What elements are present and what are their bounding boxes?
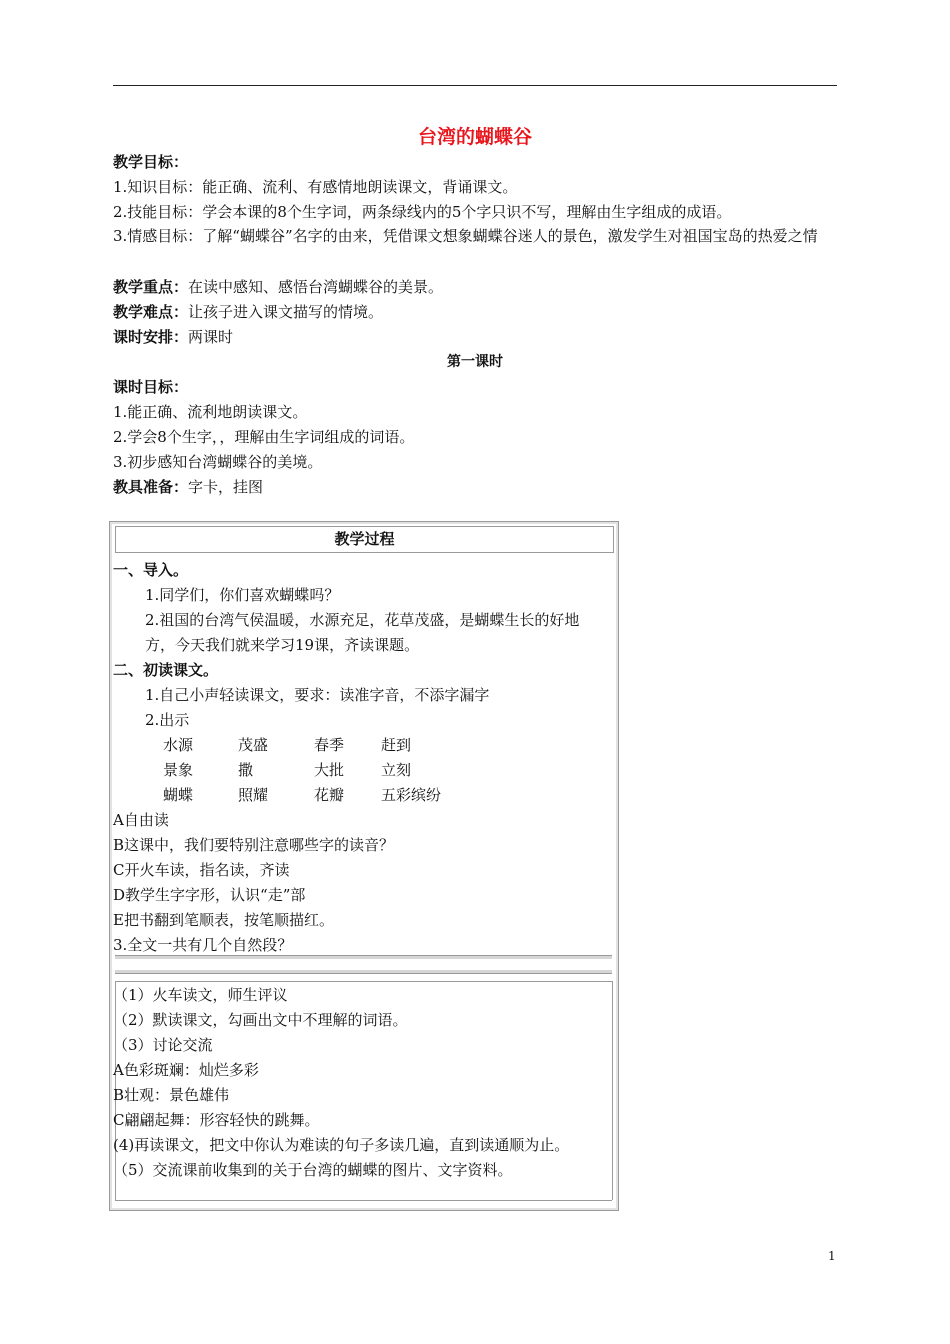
- part2-item-6: C翩翩起舞：形容轻快的跳舞。: [113, 1111, 320, 1129]
- vocab-word: 照耀: [238, 786, 269, 804]
- section2-item-2: 2.出示: [145, 711, 190, 729]
- part2-item-5: B壮观：景色雄伟: [113, 1086, 230, 1104]
- schedule: [113, 327, 843, 347]
- objective-1: 1.知识目标：能正确、流利、有感情地朗读课文，背诵课文。: [113, 178, 518, 196]
- vocab-word: 立刻: [381, 761, 412, 779]
- step-a: A自由读: [113, 811, 169, 829]
- part2-item-2: （2）默读课文，勾画出文中不理解的词语。: [113, 1011, 408, 1029]
- difficulty: [113, 302, 843, 322]
- section1-item-3: 方，今天我们就来学习19课，齐读课题。: [145, 636, 420, 654]
- document-title: 台湾的蝴蝶谷: [417, 126, 532, 148]
- section2-item-1: 1.自己小声轻读课文，要求：读准字音，不添字漏字: [145, 686, 490, 704]
- section2-title: 二、初读课文。: [113, 661, 219, 679]
- section1-title: 一、导入。: [113, 561, 189, 579]
- difficulty-text: 让孩子进入课文描写的情境。: [188, 303, 384, 321]
- table-divider: [115, 955, 612, 959]
- key-point-text: 在读中感知、感悟台湾蝴蝶谷的美景。: [188, 278, 444, 296]
- lesson1-goal-3: 3.初步感知台湾蝴蝶谷的美境。: [113, 453, 323, 471]
- key-point-label: 教学重点：: [113, 278, 189, 296]
- step-b: B这课中，我们要特别注意哪些字的读音？: [113, 836, 395, 854]
- materials-label: 教具准备：: [113, 478, 189, 496]
- part2-item-8: （5）交流课前收集到的关于台湾的蝴蝶的图片、文字资料。: [113, 1161, 513, 1179]
- table-cell-border: [612, 981, 613, 1200]
- step-c: C开火车读，指名读，齐读: [113, 861, 290, 879]
- lesson1-goal-1: 1.能正确、流利地朗读课文。: [113, 403, 308, 421]
- part2-item-7: (4)再读课文，把文中你认为难读的句子多读几遍，直到读通顺为止。: [113, 1136, 570, 1154]
- table-divider: [115, 981, 612, 982]
- vocab-word: 撒: [238, 761, 254, 779]
- objective-2: 2.技能目标：学会本课的8个生字词，两条绿线内的5个字只识不写，理解由生字组成的成语。: [113, 203, 732, 221]
- lesson1-goals-label-text: 课时目标：: [113, 378, 189, 396]
- vocab-word: 花瓣: [314, 786, 345, 804]
- objective-3: 3.情感目标：了解“蝴蝶谷”名字的由来，凭借课文想象蝴蝶谷迷人的景色，激发学生对祖国宝岛的热爱之情: [113, 227, 818, 245]
- materials-text: 字卡，挂图: [188, 478, 264, 496]
- process-table-header: 教学过程: [115, 526, 614, 553]
- schedule-text: 两课时: [188, 328, 234, 346]
- vocab-word: 五彩缤纷: [381, 786, 442, 804]
- table-divider: [115, 970, 612, 974]
- schedule-label: 课时安排：: [113, 328, 189, 346]
- part2-item-3: （3）讨论交流: [113, 1036, 213, 1054]
- vocab-word: 大批: [314, 761, 345, 779]
- objectives-label-text: 教学目标：: [113, 153, 189, 171]
- vocab-word: 蝴蝶: [163, 786, 194, 804]
- vocab-word: 景象: [163, 761, 194, 779]
- lesson1-heading: 第一课时: [447, 354, 503, 370]
- objectives-label: [113, 152, 843, 172]
- table-cell-border: [115, 1200, 612, 1201]
- step-3: 3.全文一共有几个自然段？: [113, 936, 293, 954]
- vocab-word: 茂盛: [238, 736, 269, 754]
- page-number: 1: [828, 1249, 836, 1263]
- materials: [113, 477, 843, 497]
- vocab-word: 春季: [314, 736, 345, 754]
- section1-item-2: 2.祖国的台湾气侯温暖，水源充足，花草茂盛，是蝴蝶生长的好地: [145, 611, 580, 629]
- lesson1-goals-label: [113, 377, 843, 397]
- section1-item-1: 1.同学们，你们喜欢蝴蝶吗？: [145, 586, 340, 604]
- vocab-word: 水源: [163, 736, 194, 754]
- header-rule: [113, 85, 837, 86]
- part2-item-4: A色彩斑斓：灿烂多彩: [113, 1061, 259, 1079]
- lesson1-goal-2: 2.学会8个生字，，理解由生字词组成的词语。: [113, 428, 415, 446]
- step-d: D教学生字字形，认识“走”部: [113, 886, 306, 904]
- step-e: E把书翻到笔顺表，按笔顺描红。: [113, 911, 334, 929]
- part2-item-1: （1）火车读文，师生评议: [113, 986, 288, 1004]
- difficulty-label: 教学难点：: [113, 303, 189, 321]
- vocab-word: 赶到: [381, 736, 412, 754]
- key-point: [113, 277, 843, 297]
